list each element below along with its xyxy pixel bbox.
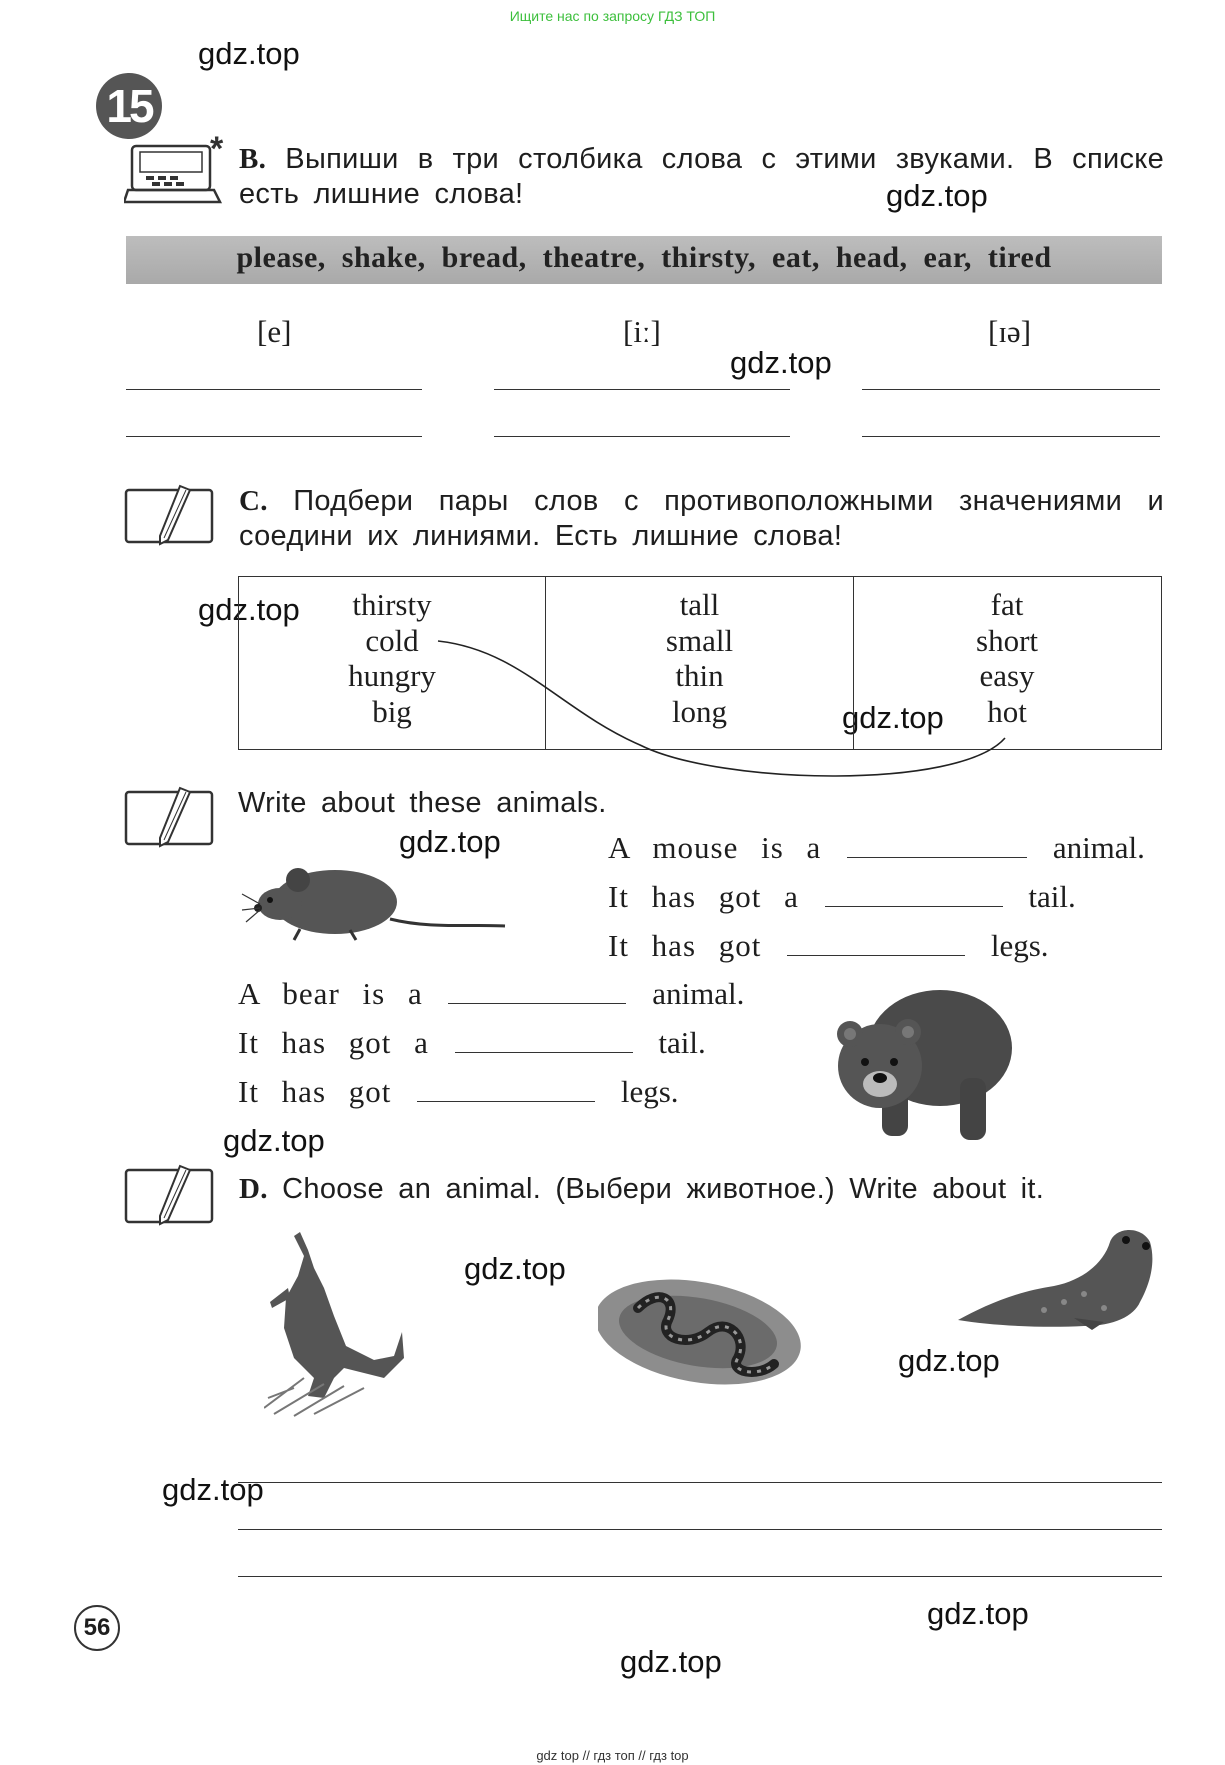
answer-blank[interactable]	[455, 1051, 633, 1053]
word-cell[interactable]: hot	[987, 693, 1027, 729]
page-number: 56	[74, 1605, 120, 1651]
bear-sentence-3	[238, 1074, 679, 1110]
sentence-end: tail.	[1028, 879, 1076, 914]
sentence-end: legs.	[620, 1074, 679, 1109]
notebook-pencil-icon	[124, 786, 216, 850]
lesson-number: 15	[96, 73, 162, 139]
word-cell[interactable]: fat	[990, 587, 1024, 622]
sentence-start: It has got	[608, 928, 762, 963]
task-b-letter: B.	[239, 143, 267, 175]
sentence-start: A mouse is a	[608, 830, 822, 865]
seal-picture	[954, 1222, 1154, 1332]
word-cell[interactable]: short	[976, 622, 1038, 658]
task-d-text: Choose an animal. (Выбери животное.) Write about it.	[282, 1173, 1045, 1205]
watermark: gdz.top	[223, 1123, 325, 1158]
watermark: gdz.top	[198, 36, 300, 71]
answer-line[interactable]	[238, 1482, 1162, 1483]
watermark: gdz.top	[198, 592, 300, 627]
answer-blank[interactable]	[787, 954, 965, 956]
sound-column-e: [e]	[257, 314, 292, 349]
task-c-letter: C.	[239, 485, 268, 517]
bear-picture	[830, 978, 1020, 1148]
sentence-start: It has got	[238, 1074, 392, 1109]
word-cell[interactable]: long	[671, 693, 728, 729]
word-cell[interactable]: thin	[675, 658, 724, 693]
sentence-end: animal.	[652, 976, 745, 1011]
watermark: gdz.top	[464, 1251, 566, 1286]
bear-sentence-2	[238, 1025, 706, 1061]
word-cell[interactable]: thirsty	[352, 587, 432, 622]
answer-blank[interactable]	[417, 1100, 595, 1102]
sentence-start: It has got a	[608, 879, 799, 914]
watermark: gdz.top	[842, 700, 944, 735]
word-cell[interactable]: easy	[979, 658, 1035, 693]
task-d-letter: D.	[239, 1173, 268, 1205]
answer-line[interactable]	[238, 1529, 1162, 1530]
mouse-sentence-2	[608, 879, 1076, 915]
sentence-end: tail.	[658, 1025, 706, 1060]
notebook-pencil-icon	[124, 1164, 216, 1228]
word-cell[interactable]: big	[372, 693, 412, 729]
top-note: Ищите нас по запросу ГДЗ ТОП	[509, 8, 716, 24]
sentence-end: animal.	[1052, 830, 1145, 865]
footer-links[interactable]: gdz top // гдз топ // гдз top	[536, 1748, 689, 1763]
svg-text:*: *	[210, 136, 224, 168]
word-cell[interactable]: tall	[679, 587, 720, 622]
answer-line[interactable]	[238, 1576, 1162, 1577]
watermark: gdz.top	[927, 1596, 1029, 1631]
sentence-end: legs.	[990, 928, 1049, 963]
mouse-sentence-3	[608, 928, 1049, 964]
answer-blank[interactable]	[825, 905, 1003, 907]
mouse-picture	[240, 864, 510, 944]
word-list: please, shake, bread, theatre, thirsty, eat, head, ear, tired	[236, 241, 1052, 274]
word-cell[interactable]: cold	[365, 622, 419, 658]
watermark: gdz.top	[620, 1644, 722, 1679]
task-b-text: Выпиши в три столбика слова с этими звуками. В списке есть лишние слова!	[239, 143, 1164, 210]
task-d-instruction	[239, 1172, 1044, 1207]
word-cell[interactable]: small	[665, 622, 734, 658]
sentence-start: It has got a	[238, 1025, 429, 1060]
answer-blank[interactable]	[847, 856, 1027, 858]
animals-instruction: Write about these animals.	[238, 787, 607, 819]
word-cell[interactable]: hungry	[348, 658, 436, 693]
snake-picture	[598, 1268, 808, 1398]
watermark: gdz.top	[399, 824, 501, 859]
watermark: gdz.top	[162, 1472, 264, 1507]
bear-sentence-1	[238, 976, 744, 1012]
watermark: gdz.top	[886, 178, 988, 213]
sound-column-i: [iː]	[623, 314, 661, 349]
mouse-sentence-1	[608, 830, 1145, 866]
watermark: gdz.top	[730, 345, 832, 380]
task-c-text: Подбери пары слов с противоположными значениями и соедини их линиями. Есть лишние слова!	[239, 485, 1165, 552]
kangaroo-picture	[264, 1228, 414, 1418]
sound-column-ia: [ɪə]	[988, 314, 1032, 349]
sentence-start: A bear is a	[238, 976, 423, 1011]
watermark: gdz.top	[898, 1343, 1000, 1378]
connecting-line	[0, 0, 1225, 800]
answer-blank[interactable]	[448, 1002, 626, 1004]
